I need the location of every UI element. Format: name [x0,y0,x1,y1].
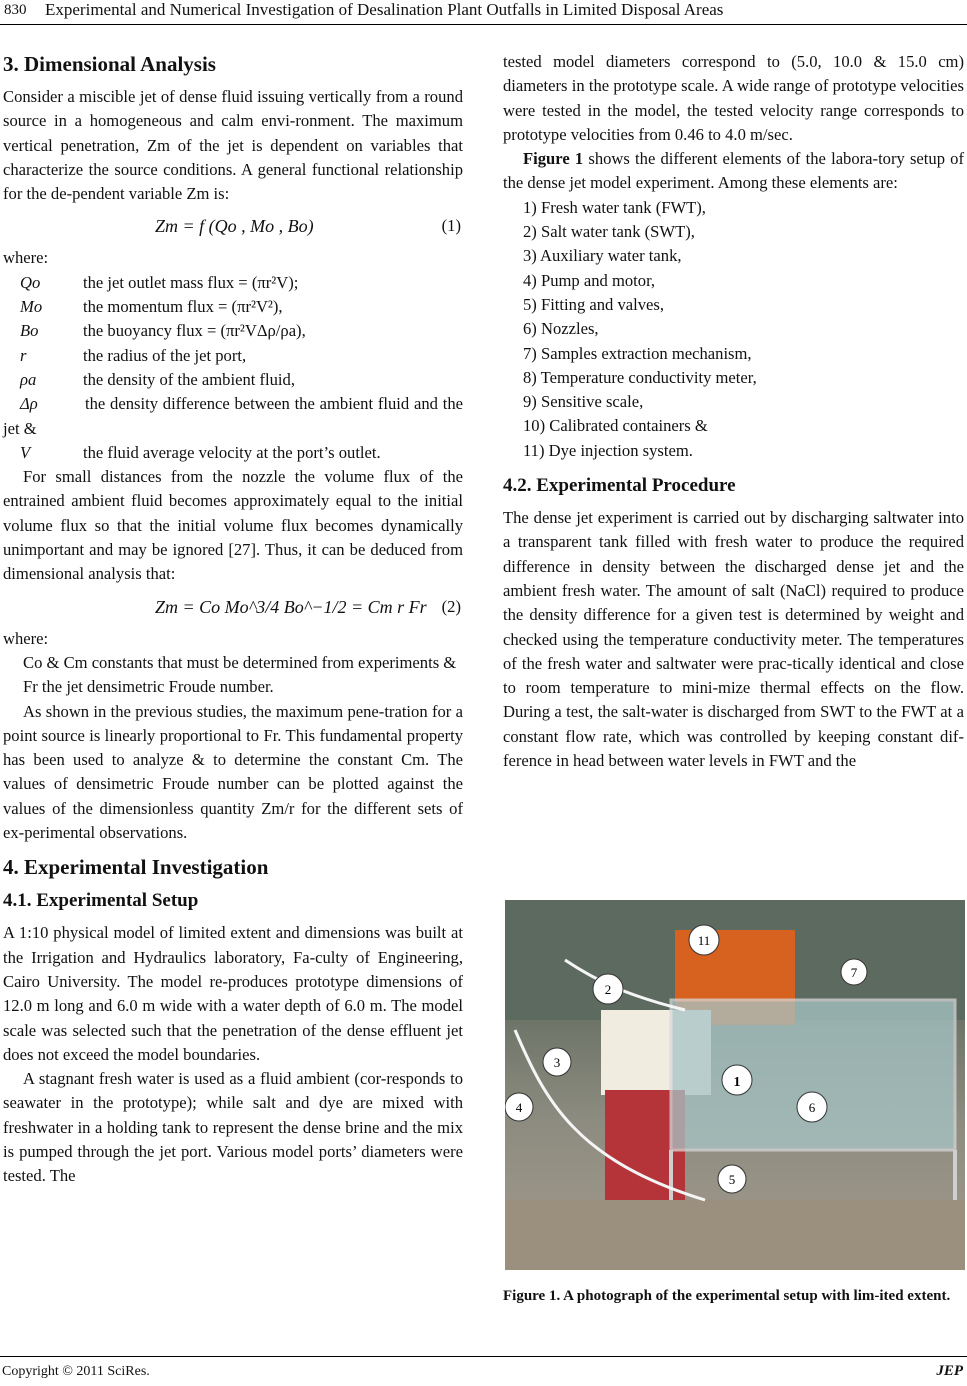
definition-froude: Fr the jet densimetric Froude number. [23,677,274,697]
definition-item [3,344,463,368]
running-title: Experimental and Numerical Investigation of Desalination Plant Outfalls in Limited Disposal Areas [45,0,724,19]
list-item: 8) Temperature conductivity meter, [523,367,757,387]
figure-caption: Figure 1. A photograph of the experimental setup with lim-ited extent. [503,1288,951,1304]
equation-1-body: Zm = f (Qo , Mo , Bo) [155,216,314,237]
symbol-definitions [3,271,463,465]
callout-label: 2 [604,982,612,997]
paragraph-intro: Consider a miscible jet of dense fluid issuing vertically from a round source in a homogeneous and calm envi-ronment. The maximum vertical penetration, Zm of the jet is dependent on variables that characterize the source conditions. A general functional relationship for the de-pendent variable Zm is: [3,87,463,204]
where-label-2: where: [3,628,49,648]
paragraph-penetration: As shown in the previous studies, the maximum pene-tration for a point source is linearly proportional to Fr. This fundamental property has been used to analyze & to determine the constant Cm. The values of densimetric Froude number can be plotted against the values of the dimensionless quantity Zm/r for the different sets of ex-perimental observations. [3,701,463,843]
callout-label: 6 [808,1100,816,1115]
page-number: 830 [4,2,27,18]
list-item: 6) Nozzles, [523,319,599,339]
callout-label: 4 [515,1100,523,1115]
callout-marker [505,1093,533,1121]
callout-marker [689,925,719,955]
definition-text: the density difference between the ambient fluid and the jet & [3,394,463,438]
equation-1-number: (1) [441,216,461,236]
callout-label: 1 [733,1075,741,1090]
list-item: 5) Fitting and valves, [523,294,665,314]
setup-elements-list [503,196,964,463]
equation-1 [3,206,463,246]
definition-item [3,368,463,392]
definition-text: the jet outlet mass flux = (πr²V); [83,272,299,292]
section-heading-experimental-investigation: 4. Experimental Investigation [3,855,269,880]
definition-constants: Co & Cm constants that must be determined from experiments & [23,652,457,672]
subsection-heading-procedure: 4.2. Experimental Procedure [503,475,736,497]
definition-text: the buoyancy flux = (πr²VΔρ/ρa), [83,321,306,341]
symbol: V [20,442,31,462]
paragraph-procedure: The dense jet experiment is carried out by discharging saltwater into a transparent tank filled with fresh water to produce the required difference in density between the discharged dense jet and the ambient fresh water. The amount of salt (NaCl) required to produce the density difference for a given test is determined by weight and checked using the temperature conductivity meter. The temperatures of the fresh water and saltwater were prac-tically identical and close to room temperature to mini-mize thermal effects on the flow. During a test, the salt-water is discharged from SWT to the FWT at a constant flow rate, which was controlled by keeping constant dif-ference in head between water levels in FWT and the [503,508,964,771]
right-column [503,50,964,773]
list-item: 2) Salt water tank (SWT), [523,222,695,242]
list-item: 7) Samples extraction mechanism, [523,343,752,363]
equation-2-number: (2) [441,596,461,616]
footer-rule [0,1356,967,1357]
symbol: Bo [20,321,39,341]
symbol: Δρ [20,394,38,414]
symbol: Qo [20,272,41,292]
paragraph-stagnant: A stagnant fresh water is used as a fluid ambient (cor-responds to seawater in the prototype); while salt and dye are mixed with freshwater in a holding tank to represent the dense brine and the mix is pumped through the jet port. Various model ports’ diameters were tested. The [3,1069,463,1186]
definition-text: the fluid average velocity at the port’s outlet. [83,442,381,462]
symbol: Mo [20,297,43,317]
definition-item [3,392,463,441]
paragraph-setup: A 1:10 physical model of limited extent and dimensions was built at the Irrigation and Hydraulics laboratory, Fa-culty of Engineering, Cairo University. The model re-produces prototype dimensions of 12.0 m long and 6.0 m wide with a water depth of 6.0 m. The model scale was selected such that the penetration of the dense effluent jet does not exceed the model boundaries. [3,923,463,1064]
list-item: 11) Dye injection system. [523,440,693,460]
list-item: 1) Fresh water tank (FWT), [523,197,706,217]
equation-2 [3,587,463,627]
callout-marker [841,959,867,985]
definition-text: the radius of the jet port, [83,345,247,365]
left-column [3,50,463,1189]
journal-abbreviation: JEP [936,1363,963,1379]
paragraph-continued: tested model diameters correspond to (5.0, 10.0 & 15.0 cm) diameters in the prototype scale. A wide range of prototype velocities were tested in the model, the tested velocity range corresponds to prototype velocities from 0.46 to 4.0 m/sec. [503,52,964,144]
experimental-setup-photo [505,900,965,1270]
symbol: ρa [20,369,37,389]
definition-text: the density of the ambient fluid, [83,369,295,389]
symbol: r [20,345,27,365]
callout-label: 5 [728,1172,736,1187]
definition-item [3,271,463,295]
callout-marker [722,1065,752,1095]
where-label-1: where: [3,248,49,268]
figure-reference-text: shows the different elements of the labora-tory setup of the dense jet model experiment. Among these elements are: [503,149,965,193]
callout-label: 7 [850,965,858,980]
fresh-water-tank-shape [671,1000,955,1150]
callout-marker [593,974,623,1004]
paragraph-small-distances: For small distances from the nozzle the volume flux of the entrained ambient fluid becomes approximately equal to the initial volume flux so that the initial volume flux becomes dynamically unimportant and may be ignored [27]. Thus, it can be deduced from dimensional analysis that: [3,467,463,584]
definition-item [3,441,463,465]
callout-label: 3 [553,1055,561,1070]
list-item: 9) Sensitive scale, [523,392,644,412]
floor-shape [505,1200,965,1270]
page-footer [0,1356,967,1386]
paragraph-figure-reference [503,147,964,196]
subsection-heading-setup: 4.1. Experimental Setup [3,890,199,912]
list-item: 4) Pump and motor, [523,270,656,290]
callout-marker [543,1048,571,1076]
figure-reference: Figure 1 [523,149,584,169]
definition-text: the momentum flux = (πr²V²), [83,297,283,317]
list-item: 3) Auxiliary water tank, [523,246,682,266]
list-item: 10) Calibrated containers & [523,416,708,436]
photo-illustration [505,900,965,1270]
callout-label: 11 [697,933,711,948]
page-header [0,0,967,36]
callout-marker [797,1092,827,1122]
equation-2-body: Zm = Co Mo^3/4 Bo^−1/2 = Cm r Fr [155,596,427,617]
definition-item [3,295,463,319]
callout-marker [718,1165,746,1193]
definition-item [3,319,463,343]
header-rule [0,24,967,25]
copyright-notice: Copyright © 2011 SciRes. [2,1364,150,1379]
section-heading-dimensional-analysis: 3. Dimensional Analysis [3,52,216,76]
